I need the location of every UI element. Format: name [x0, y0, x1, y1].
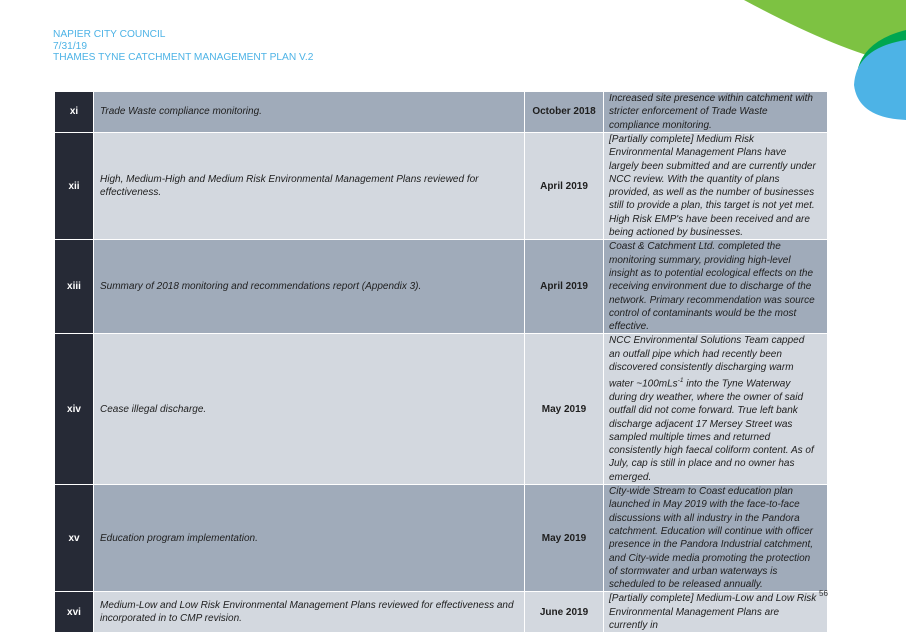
document-date: 7/31/19 [53, 40, 87, 52]
row-task: Medium-Low and Low Risk Environmental Management Plans reviewed for effectiveness and incorporated in to CMP revision. [94, 592, 525, 633]
row-task: Education program implementation. [94, 485, 525, 592]
table-row [55, 92, 828, 133]
row-number: xi [55, 92, 94, 133]
row-comment: [Partially complete] Medium Risk Environmental Management Plans have largely been submitted and are currently under NCC review. With the quantity of plans provided, as well as the number of businesses still to provide a plan, this target is not yet met. High Risk EMP's have been received and are being actioned by businesses. [604, 133, 828, 240]
comment-text-after: into the Tyne Waterway during dry weather, where the owner of said outfall did not come forward. True left bank discharge adjacent 17 Mersey Street was sampled multiple times and returned consistently high faecal coliform content. As of July, cap is still in place and no owner has emerged. [609, 378, 814, 483]
row-comment: City-wide Stream to Coast education plan launched in May 2019 with the face-to-face discussions with all industry in the Pandora catchment. Education will continue with officer presence in the Pandora Industrial catchment, and City-wide media promoting the protection of stormwater and urban waterways is scheduled to be released annually. [604, 485, 828, 592]
row-number: xvi [55, 592, 94, 633]
row-date: May 2019 [525, 485, 604, 592]
row-number: xii [55, 133, 94, 240]
organization-name: NAPIER CITY COUNCIL [53, 29, 166, 40]
unit-exponent: -1 [677, 377, 684, 385]
row-comment: Coast & Catchment Ltd. completed the monitoring summary, providing high-level insight as to potential ecological effects on the receiving environment due to discharge of the network. Primary recommendation was source control of contaminants would be the most effective. [604, 240, 828, 334]
table-row [55, 240, 828, 334]
row-task: Trade Waste compliance monitoring. [94, 92, 525, 133]
row-date: June 2019 [525, 592, 604, 633]
row-date: April 2019 [525, 133, 604, 240]
row-number: xv [55, 485, 94, 592]
row-comment: [Partially complete] Medium-Low and Low Risk Environmental Management Plans are currently in [604, 592, 828, 633]
row-date: April 2019 [525, 240, 604, 334]
table-row [55, 592, 828, 633]
row-task: Cease illegal discharge. [94, 334, 525, 485]
table-row [55, 133, 828, 240]
row-number: xiii [55, 240, 94, 334]
row-comment [604, 334, 828, 485]
row-task: High, Medium-High and Medium Risk Environmental Management Plans reviewed for effectiveness. [94, 133, 525, 240]
table-row [55, 485, 828, 592]
row-date: May 2019 [525, 334, 604, 485]
document-title: THAMES TYNE CATCHMENT MANAGEMENT PLAN V.2 [53, 52, 314, 64]
row-task: Summary of 2018 monitoring and recommendations report (Appendix 3). [94, 240, 525, 334]
action-table [54, 91, 828, 633]
table-row [55, 334, 828, 485]
page-number: 56 [819, 589, 828, 598]
row-date: October 2018 [525, 92, 604, 133]
comment-text-before: NCC Environmental Solutions Team capped an outfall pipe which had recently been discovered consistently discharging warm water ~100mLs [609, 335, 805, 390]
row-number: xiv [55, 334, 94, 485]
document-header [53, 29, 313, 64]
row-comment: Increased site presence within catchment with stricter enforcement of Trade Waste compliance monitoring. [604, 92, 828, 133]
